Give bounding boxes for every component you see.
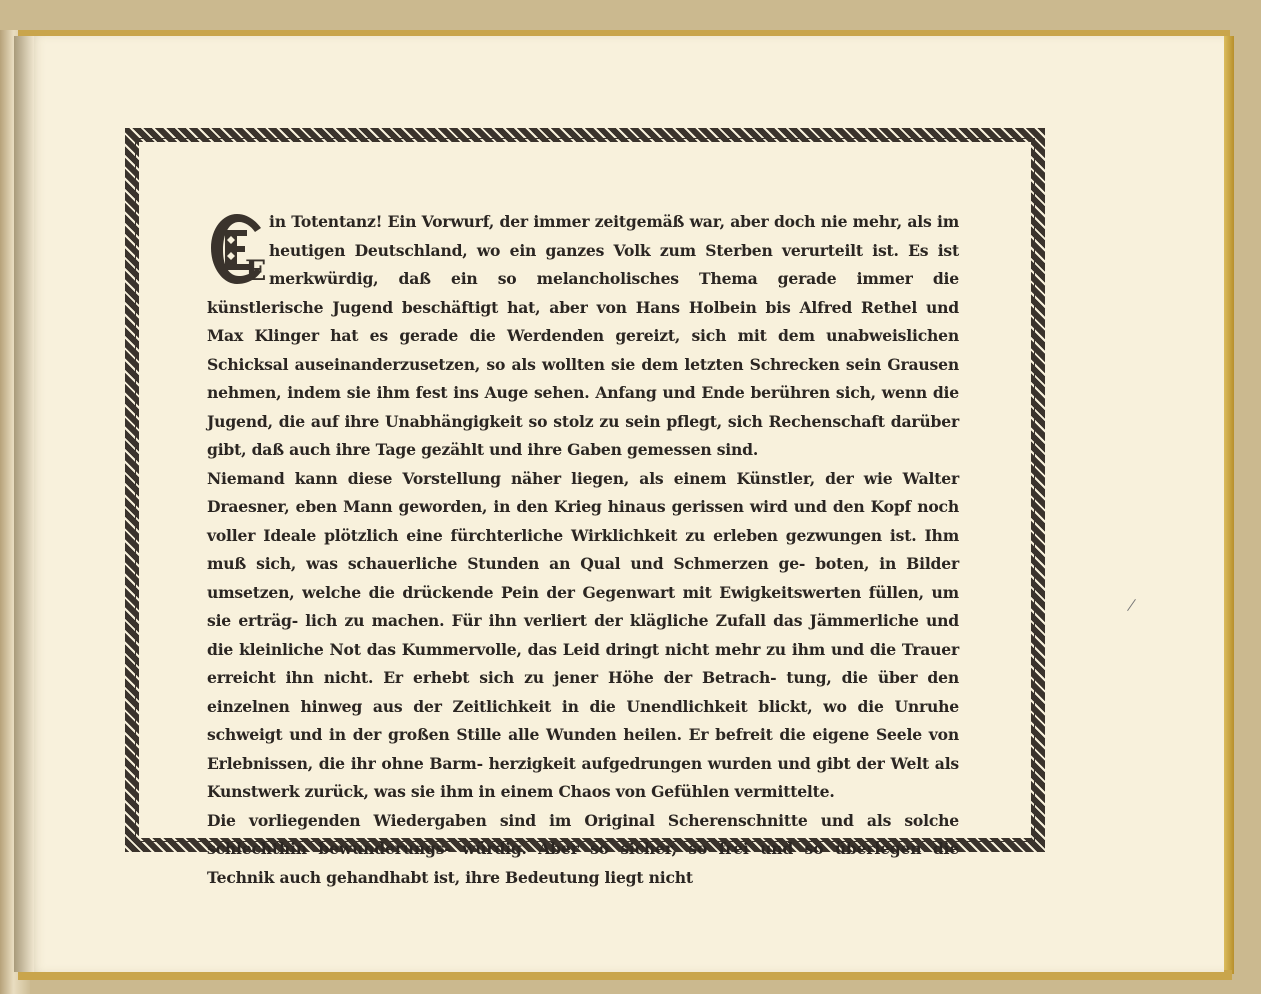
body-text xyxy=(207,208,959,892)
page-gutter xyxy=(14,36,34,972)
paragraph-2: Niemand kann diese Vorstellung näher liegen, als einem Künstler, der wie Walter Draesner, eben Mann geworden, in den Krieg hinaus gerissen wird und den Kopf noch voller Ideale plötzlich eine fürchterliche Wirklichkeit zu erleben gezwungen ist. Ihm muß sich, was schauerliche Stunden an Qual und Schmerzen ge- boten, in Bilder umsetzen, welche die drückende Pein der Gegenwart mit Ewigkeitswerten füllen, um sie erträg- lich zu machen. Für ihn verliert der klägliche Zufall das Jämmerliche und die kleinliche Not das Kummervolle, das Leid dringt nicht mehr zu ihm und die Trauer erreicht ihn nicht. Er erhebt sich zu jener Höhe der Betrach- tung, die über den einzelnen hinweg aus der Zeitlichkeit in die Unendlichkeit blickt, wo die Unruhe schweigt und in der großen Stille alle Wunden heilen. Er befreit die eigene Seele von Erlebnissen, die ihr ohne Barm- herzigkeit aufgedrungen wurden und gibt der Welt als Kunstwerk zurück, was sie ihm in einem Chaos von Gefühlen vermittelte. xyxy=(207,468,959,801)
initial-letter-ornament xyxy=(207,210,267,288)
paragraph-1-text: in Totentanz! Ein Vorwurf, der immer zeitgemäß war, aber doch nie mehr, als im heutigen Deutschland, wo ein ganzes Volk zum Sterben verurteilt ist. Es ist merkwürdig, daß ein so melancholisches Thema gerade immer die künstlerische Jugend beschäftigt hat, aber von Hans Holbein bis Alfred Rethel und Max Klinger hat es gerade die Werdenden gereizt, sich mit dem unabweislichen Schicksal auseinanderzusetzen, so als wollten sie dem letzten Schrecken sein Grausen nehmen, indem sie ihm fest ins Auge sehen. Anfang und Ende berühren sich, wenn die Jugend, die auf ihre Unabhängigkeit so stolz zu sein pflegt, sich Rechenschaft darüber gibt, daß auch ihre Tage gezählt und ihre Gaben gemessen sind. xyxy=(207,212,959,459)
svg-text:E: E xyxy=(245,254,267,287)
decorated-initial xyxy=(207,210,267,288)
paragraph-3: Die vorliegenden Wiedergaben sind im Original Scherenschnitte und als solche schlechthin bewunderungs- würdig. Aber so sicher, so frei und so überlegen die Technik auch gehandhabt ist, ihre Bedeutung liegt nicht xyxy=(207,810,959,887)
paragraph-1 xyxy=(207,208,959,465)
